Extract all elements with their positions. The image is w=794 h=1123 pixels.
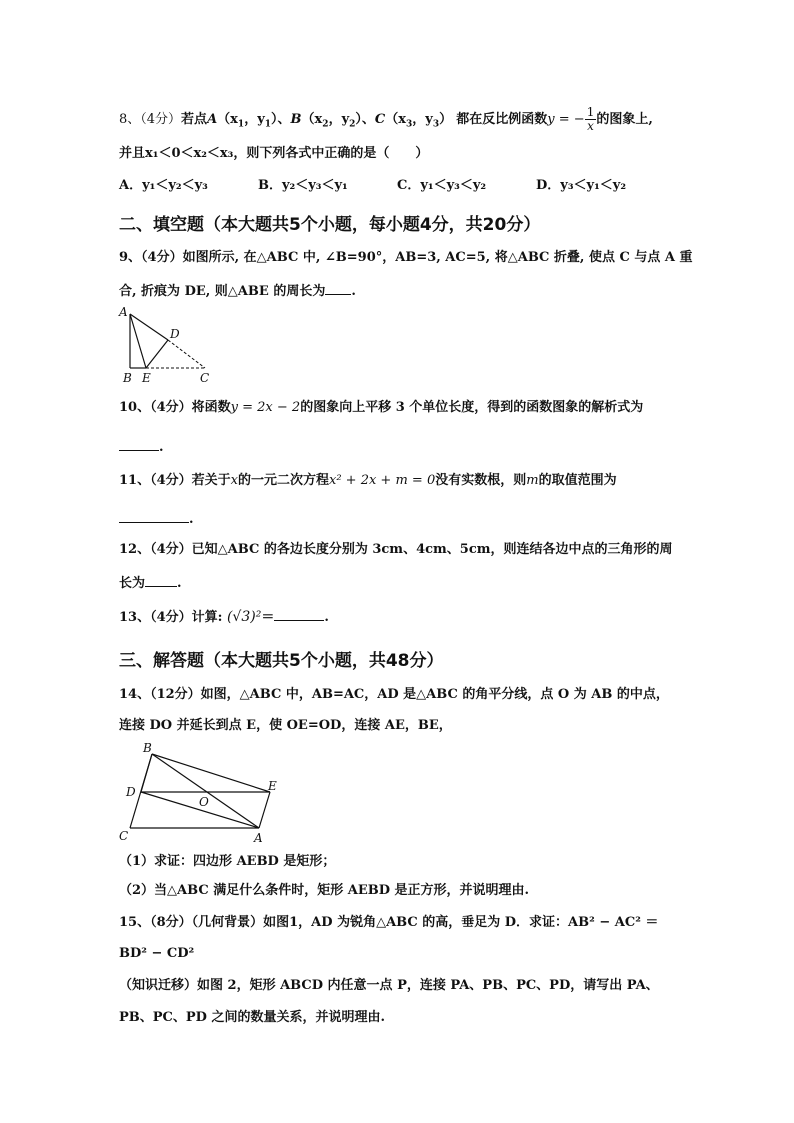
q15-line2: BD² − CD²	[119, 946, 195, 961]
q8-point-b: B	[290, 112, 302, 127]
q14-edge-be	[152, 754, 270, 792]
q13-expression: (√3)²	[226, 609, 262, 625]
q9-label-d: D	[170, 327, 180, 341]
q13-text: 13、（4分）计算:	[119, 610, 223, 625]
q14-label-e: E	[268, 779, 277, 793]
q14-label-b: B	[143, 741, 152, 755]
q13-line1	[119, 606, 329, 628]
q10-text2: 的图象向上平移 3 个单位长度，得到的函数图象的解析式为	[300, 400, 644, 415]
q15-line4: PB、PC、PD 之间的数量关系，并说明理由.	[119, 1010, 385, 1025]
q8-frac-num: 1	[586, 105, 595, 119]
q9-end: .	[351, 284, 356, 299]
q11-answer-blank[interactable]	[119, 508, 189, 523]
q10-function: y = 2x − 2	[230, 400, 301, 415]
q8-c-coord: （x	[385, 112, 407, 127]
q9-figure	[116, 306, 216, 386]
q10-line1	[119, 398, 643, 418]
q8-close: ）、	[355, 112, 375, 127]
q11-line2	[119, 508, 194, 530]
q12-end: .	[177, 576, 182, 591]
q9-label-c: C	[200, 371, 210, 385]
q11-line1	[119, 471, 617, 491]
q8-c-coord-y: ，y	[412, 112, 433, 127]
q8-sub: 2	[349, 119, 356, 130]
q14-label-a: A	[254, 831, 263, 845]
q15-line1: 15、（8分）（几何背景）如图1，AD 为锐角△ABC 的高，垂足为 D．求证：AB² − AC² ＝	[119, 915, 659, 930]
q10-line2	[119, 436, 164, 458]
q8-text2: 都在反比例函数	[456, 112, 548, 127]
q14-part1: （1）求证：四边形 AEBD 是矩形；	[119, 854, 336, 869]
q8-b-coord: （x	[301, 112, 323, 127]
q9-line1: 9、（4分）如图所示, 在△ABC 中, ∠B=90°，AB=3, AC=5, 将△ABC 折叠, 使点 C 与点 A 重	[119, 250, 693, 265]
q8-line2: 并且x₁＜0＜x₂＜x₃，则下列各式中正确的是（ ）	[119, 146, 429, 161]
q10-end: .	[159, 440, 164, 455]
q8-number: 8、（4分）	[119, 112, 182, 127]
q8-close: ）	[439, 112, 453, 127]
q9-text: 合, 折痕为 DE, 则△ABE 的周长为	[119, 284, 326, 299]
q9-label-b: B	[123, 371, 132, 385]
q11-text3: 没有实数根，则	[435, 473, 527, 488]
q9-label-e: E	[142, 371, 151, 385]
q11-var-m: m	[526, 473, 539, 488]
q8-option-c: C．y₁＜y₃＜y₂	[397, 178, 487, 193]
q8-b-coord-y: ，y	[328, 112, 350, 127]
q11-text4: 的取值范围为	[538, 473, 617, 488]
q12-answer-blank[interactable]	[145, 572, 177, 587]
q11-text2: 的一元二次方程	[237, 473, 329, 488]
q12-text: 长为	[119, 576, 146, 591]
q9-edge-ad	[130, 314, 168, 340]
q14-label-c: C	[119, 829, 129, 843]
q9-label-a: A	[119, 306, 128, 319]
q8-fraction	[585, 106, 597, 133]
q8-function: y = −	[547, 112, 585, 127]
q10-text: 10、（4分）将函数	[119, 400, 231, 415]
q8-text: 若点	[181, 112, 208, 127]
q8-sub: 3	[432, 119, 440, 130]
q8-point-c: C	[374, 112, 386, 127]
q8-close: ）、	[271, 112, 291, 127]
section-2-heading: 二、填空题（本大题共5个小题，每小题4分，共20分）	[119, 215, 541, 235]
q11-text: 11、（4分）若关于	[119, 473, 231, 488]
q11-end: .	[189, 512, 194, 527]
q8-frac-den: x	[587, 119, 594, 133]
q14-figure	[114, 740, 289, 846]
q13-answer-blank[interactable]	[274, 606, 324, 621]
q8-sub: 2	[322, 119, 329, 130]
q13-equals: ＝	[261, 610, 275, 625]
q11-equation: x² + 2x + m = 0	[329, 473, 436, 488]
q9-line2	[119, 280, 356, 302]
section-3-heading: 三、解答题（本大题共5个小题，共48分）	[119, 651, 444, 671]
q14-edge-ba	[152, 754, 259, 828]
q8-option-d: D．y₃＜y₁＜y₂	[536, 178, 627, 193]
q13-end: .	[324, 610, 329, 625]
q14-label-d: D	[126, 785, 136, 799]
q12-line1: 12、（4分）已知△ABC 的各边长度分别为 3cm、4cm、5cm，则连结各边中点的三角形的周	[119, 542, 673, 557]
q8-a-coord-y: ，y	[244, 112, 265, 127]
q14-label-o: O	[199, 795, 209, 809]
q14-part2: （2）当△ABC 满足什么条件时，矩形 AEBD 是正方形，并说明理由.	[119, 883, 530, 898]
q14-line2: 连接 DO 并延长到点 E，使 OE=OD，连接 AE，BE，	[119, 718, 452, 733]
q8-sub: 3	[406, 119, 413, 130]
q8-option-a: A．y₁＜y₂＜y₃	[119, 178, 208, 193]
q8-a-coord: （x	[217, 112, 238, 127]
q10-answer-blank[interactable]	[119, 436, 159, 451]
q8-sub: 1	[264, 119, 272, 130]
q8-sub: 1	[237, 119, 245, 130]
q9-edge-dc	[168, 340, 205, 368]
q15-line3: （知识迁移）如图 2，矩形 ABCD 内任意一点 P，连接 PA、PB、PC、PD，请写出 PA、	[119, 978, 659, 993]
q9-answer-blank[interactable]	[325, 280, 351, 295]
q8-line1	[119, 106, 653, 135]
q9-edge-ae	[130, 314, 146, 368]
q12-line2	[119, 572, 182, 594]
q14-edge-ea	[259, 792, 270, 828]
q9-edge-ed	[146, 340, 168, 368]
q11-var-x: x	[230, 473, 238, 488]
q8-option-b: B．y₂＜y₃＜y₁	[258, 178, 348, 193]
q14-line1: 14、（12分）如图，△ABC 中，AB=AC，AD 是△ABC 的角平分线，点 O 为 AB 的中点，	[119, 687, 669, 702]
q8-text3: 的图象上,	[596, 112, 653, 127]
q8-point-a: A	[207, 112, 218, 127]
